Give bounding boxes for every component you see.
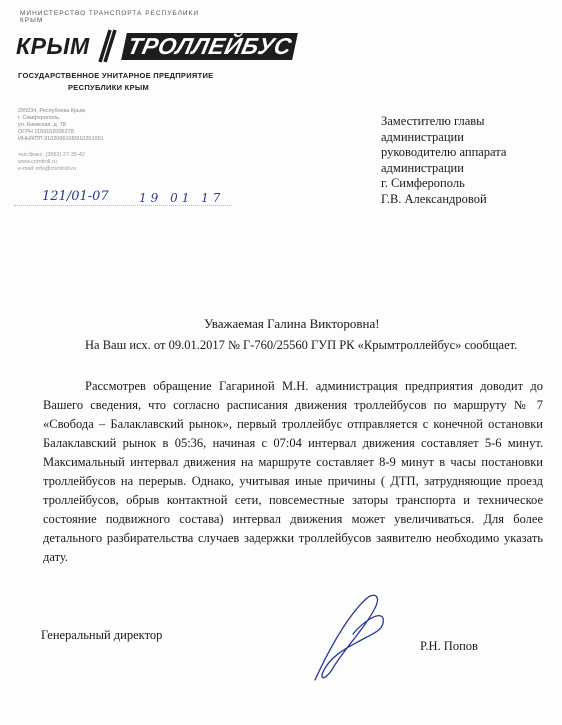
logo-text-left: КРЫМ [16, 32, 90, 59]
contact-line: тел./факс: (3652) 27-35-42 [18, 152, 85, 158]
address-line: ИНН/КПП 9102066108/910201001 [18, 136, 104, 142]
contact-line: www.crimtroll.ru [18, 159, 57, 165]
outgoing-number: 121/01-07 [42, 189, 109, 204]
company-logo [16, 24, 294, 68]
paragraph-main: Рассмотрев обращение Гагариной М.Н. администрация предприятия доводит до Вашего сведения, что согласно расписания движения троллейбусов по маршруту № 7 «Свобода – Балаклавский рынок», первый троллейбус отправляется с конечной остановки Балаклавский рынок в 05:36, начиная с 07:04 интервал движения составляет 5-6 минут. Максимальный интервал движения на маршруте составляет 8-9 минут в часы постановки троллейбусов на перерыв. Однако, учитывая иные причины ( ДТП, затрудняющие проезд троллейбусов, обрыв контактной сети, повсеместные заторы транспорта и техническое состояние подвижного состава) интервал движения может увеличиваться. Для более детального разбирательства случаев задержки троллейбусов заявителю необходимо указать дату. [43, 379, 543, 564]
addressee-line: Заместителю главы [381, 114, 485, 128]
ministry-header: МИНИСТЕРСТВО ТРАНСПОРТА РЕСПУБЛИКИ КРЫМ [20, 10, 200, 24]
handwritten-signature [305, 588, 395, 688]
addressee-line: администрации [381, 129, 464, 144]
organization-region: РЕСПУБЛИКИ КРЫМ [68, 83, 150, 92]
registration-underline [14, 205, 232, 206]
addressee-block [381, 114, 559, 207]
registration-line [14, 189, 232, 209]
addressee-line: руководителю аппарата [381, 145, 507, 159]
address-line: г. Симферополь, [18, 115, 61, 121]
signatory-name: Р.Н. Попов [420, 639, 478, 653]
signatory-title: Генеральный директор [41, 628, 163, 642]
salutation: Уважаемая Галина Викторовна! [204, 316, 380, 331]
contact-line: e-mail: info@crimtroll.ru [18, 166, 77, 172]
addressee-line: Г.В. Александровой [381, 191, 487, 206]
address-line: ул. Киевская, д. 78 [18, 122, 66, 128]
trolleybus-pole-icon [96, 28, 118, 64]
addressee-line: администрации [381, 160, 464, 175]
address-line: 295034, Республика Крым, [18, 108, 87, 114]
outgoing-date: 19 01 17 [139, 191, 225, 205]
addressee-line: г. Симферополь [381, 176, 465, 190]
paragraph-reference: На Ваш исх. от 09.01.2017 № Г-760/25560 ГУП РК «Крымтроллейбус» сообщает. [85, 338, 518, 352]
sender-contacts [18, 152, 158, 173]
sender-address [18, 108, 158, 143]
organization-type: ГОСУДАРСТВЕННОЕ УНИТАРНОЕ ПРЕДПРИЯТИЕ [18, 71, 214, 80]
address-line: ОГРН 1159102005278 [18, 129, 74, 135]
logo-text-right: ТРОЛЛЕЙБУС [121, 33, 298, 60]
